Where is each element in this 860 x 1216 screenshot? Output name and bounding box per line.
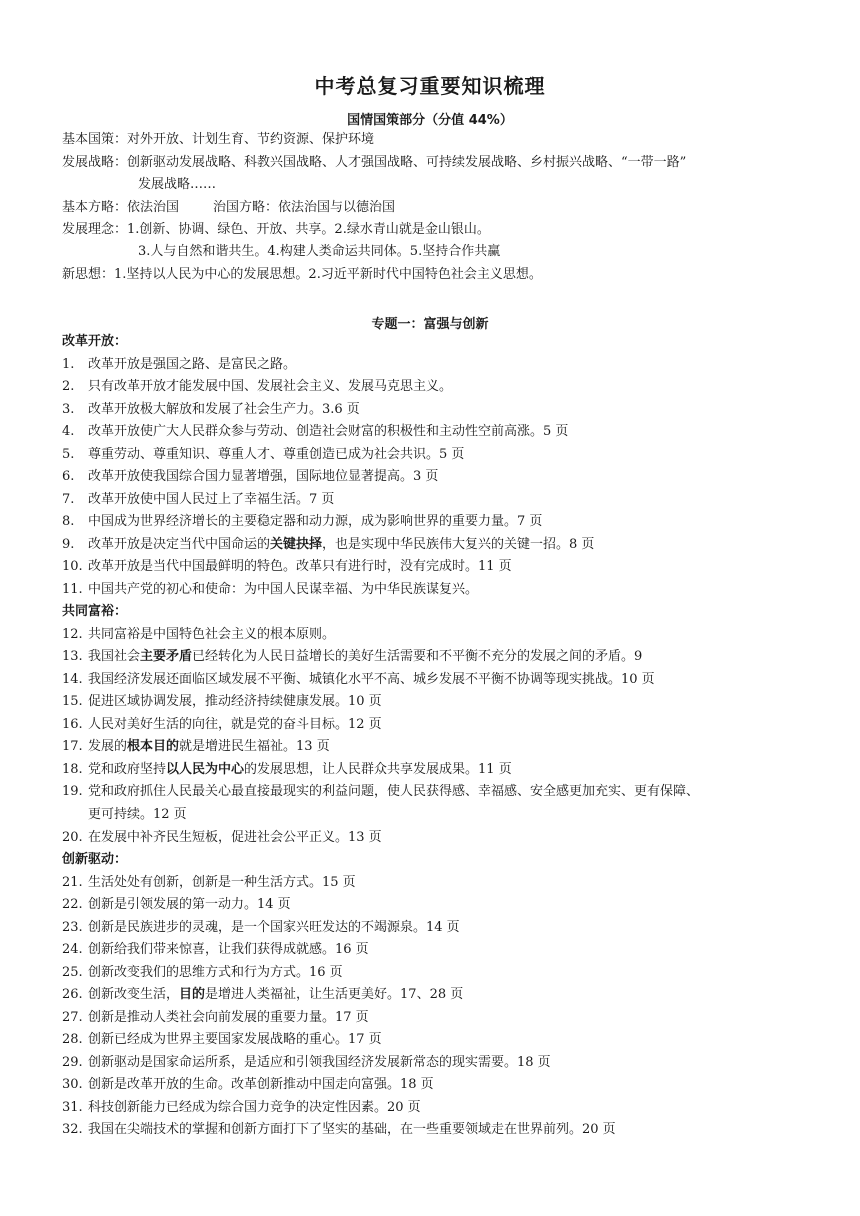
item-number: 5. (62, 447, 75, 462)
item-number: 4. (62, 424, 75, 439)
list-item (62, 446, 798, 464)
item-text-tail: 的发展思想，让人民群众共享发展成果。11 页 (244, 762, 512, 777)
list-item (62, 829, 798, 847)
item-number: 2. (62, 379, 75, 394)
policy-line (62, 131, 374, 149)
item-number: 28. (62, 1032, 83, 1047)
section-title: 专题一：富强与创新 (371, 317, 489, 332)
item-text: 中国共产党的初心和使命：为中国人民谋幸福、为中华民族谋复兴。 (88, 582, 479, 597)
item-text: 创新改变我们的思维方式和行为方式。16 页 (88, 965, 343, 980)
item-text: 改革开放是当代中国最鲜明的特色。改革只有进行时，没有完成时。11 页 (88, 559, 512, 574)
item-number: 11. (62, 582, 83, 597)
policy-text: 1.创新、协调、绿色、开放、共享。2.绿水青山就是金山银山。 (127, 222, 490, 237)
item-number: 27. (62, 1010, 83, 1025)
item-text: 党和政府坚持 (88, 762, 167, 777)
list-item (62, 896, 798, 914)
item-number: 21. (62, 875, 83, 890)
item-text: 我国社会 (88, 649, 141, 664)
item-text: 发展的 (88, 739, 128, 754)
policy-label: 基本国策： (62, 132, 128, 147)
item-number: 14. (62, 672, 83, 687)
list-item (62, 716, 798, 734)
policy-continuation: 发展战略…… (138, 177, 217, 192)
policy-label: 基本方略： (62, 200, 128, 215)
list-item (62, 401, 798, 419)
list-item (62, 693, 798, 711)
item-number: 7. (62, 492, 75, 507)
group-heading: 共同富裕： (62, 604, 128, 619)
item-number: 9. (62, 537, 75, 552)
item-emphasis: 主要矛盾 (140, 649, 193, 664)
list-item (62, 356, 798, 374)
item-text: 创新是推动人类社会向前发展的重要力量。17 页 (88, 1010, 369, 1025)
list-item (62, 1031, 798, 1049)
item-number: 16. (62, 717, 83, 732)
item-number: 26. (62, 987, 83, 1002)
item-text: 人民对美好生活的向往，就是党的奋斗目标。12 页 (88, 717, 382, 732)
item-text: 创新驱动是国家命运所系，是适应和引领我国经济发展新常态的现实需要。18 页 (88, 1055, 551, 1070)
policy-text: 对外开放、计划生育、节约资源、保护环境 (127, 132, 375, 147)
item-text: 创新给我们带来惊喜，让我们获得成就感。16 页 (88, 942, 369, 957)
item-number: 20. (62, 830, 83, 845)
item-text: 改革开放是决定当代中国命运的 (88, 537, 271, 552)
item-text: 中国成为世界经济增长的主要稳定器和动力源，成为影响世界的重要力量。7 页 (88, 514, 543, 529)
list-item (62, 491, 798, 509)
item-number: 1. (62, 357, 75, 372)
item-number: 25. (62, 965, 83, 980)
list-item (62, 1009, 798, 1027)
item-text-tail: 是增进人类福祉，让生活更美好。17、28 页 (205, 987, 464, 1002)
list-item (62, 1076, 798, 1094)
list-item (62, 423, 798, 441)
item-text: 党和政府抓住人民最关心最直接最现实的利益问题，使人民获得感、幸福感、安全感更加充实、更有保障、 (88, 784, 700, 799)
item-number: 19. (62, 784, 83, 799)
item-number: 6. (62, 469, 75, 484)
item-text-tail: 就是增进民生福祉。13 页 (179, 739, 330, 754)
list-item (62, 626, 798, 644)
item-text: 只有改革开放才能发展中国、发展社会主义、发展马克思主义。 (88, 379, 453, 394)
policy-line (62, 221, 490, 239)
item-text: 创新是改革开放的生命。改革创新推动中国走向富强。18 页 (88, 1077, 434, 1092)
item-number: 31. (62, 1100, 83, 1115)
list-item (62, 986, 798, 1004)
policy-label: 治国方略： (213, 200, 279, 215)
list-item (62, 378, 798, 396)
policy-line (62, 199, 395, 217)
item-text: 改革开放使我国综合国力显著增强，国际地位显著提高。3 页 (88, 469, 439, 484)
group-heading: 创新驱动： (62, 852, 128, 867)
item-text-tail: ，也是实现中华民族伟大复兴的关键一招。8 页 (322, 537, 595, 552)
item-text: 改革开放是强国之路、是富民之路。 (88, 357, 297, 372)
policy-text: 依法治国与以德治国 (278, 200, 396, 215)
item-number: 10. (62, 559, 83, 574)
list-item (62, 558, 798, 576)
list-item (62, 468, 798, 486)
item-number: 32. (62, 1122, 83, 1137)
item-text: 我国经济发展还面临区域发展不平衡、城镇化水平不高、城乡发展不平衡不协调等现实挑战。10 页 (88, 672, 655, 687)
item-text: 在发展中补齐民生短板，促进社会公平正义。13 页 (88, 830, 382, 845)
policy-continuation: 3.人与自然和谐共生。4.构建人类命运共同体。5.坚持合作共赢 (138, 244, 501, 259)
list-item (62, 581, 798, 599)
item-number: 3. (62, 402, 75, 417)
item-text-tail: 已经转化为人民日益增长的美好生活需要和不平衡不充分的发展之间的矛盾。9 (192, 649, 643, 664)
item-emphasis: 以人民为中心 (166, 762, 245, 777)
item-number: 17. (62, 739, 83, 754)
policy-text: 创新驱动发展战略、科教兴国战略、人才强国战略、可持续发展战略、乡村振兴战略、“一带一路” (127, 155, 687, 170)
item-text: 尊重劳动、尊重知识、尊重人才、尊重创造已成为社会共识。5 页 (88, 447, 465, 462)
policy-label: 新思想： (62, 267, 115, 282)
policy-label: 发展战略： (62, 155, 128, 170)
item-emphasis: 根本目的 (127, 739, 180, 754)
item-text: 改革开放使广大人民群众参与劳动、创造社会财富的积极性和主动性空前高涨。5 页 (88, 424, 569, 439)
policy-label: 发展理念： (62, 222, 128, 237)
item-emphasis: 目的 (179, 987, 206, 1002)
item-text: 改革开放使中国人民过上了幸福生活。7 页 (88, 492, 335, 507)
item-text: 科技创新能力已经成为综合国力竞争的决定性因素。20 页 (88, 1100, 421, 1115)
item-number: 13. (62, 649, 83, 664)
list-item (62, 536, 798, 554)
group-heading: 改革开放： (62, 334, 128, 349)
list-item (62, 738, 798, 756)
item-number: 24. (62, 942, 83, 957)
list-item (62, 1121, 798, 1139)
list-item (62, 874, 798, 892)
item-number: 29. (62, 1055, 83, 1070)
list-item (62, 964, 798, 982)
item-text: 创新是引领发展的第一动力。14 页 (88, 897, 291, 912)
item-text: 创新改变生活， (88, 987, 180, 1002)
item-text: 我国在尖端技术的掌握和创新方面打下了坚实的基础，在一些重要领域走在世界前列。20 页 (88, 1122, 616, 1137)
item-number: 23. (62, 920, 83, 935)
list-item (62, 1054, 798, 1072)
page-title: 中考总复习重要知识梳理 (314, 74, 546, 98)
list-item (62, 919, 798, 937)
list-item (62, 648, 798, 666)
item-text: 创新已经成为世界主要国家发展战略的重心。17 页 (88, 1032, 382, 1047)
list-item (62, 941, 798, 959)
item-number: 30. (62, 1077, 83, 1092)
item-number: 12. (62, 627, 83, 642)
list-item (62, 783, 798, 801)
list-item (62, 1099, 798, 1117)
item-number: 22. (62, 897, 83, 912)
item-number: 18. (62, 762, 83, 777)
policy-line (62, 266, 542, 284)
item-text: 促进区域协调发展，推动经济持续健康发展。10 页 (88, 694, 382, 709)
list-item (62, 513, 798, 531)
item-text: 改革开放极大解放和发展了社会生产力。3.6 页 (88, 402, 360, 417)
policy-line (62, 154, 686, 172)
item-continuation: 更可持续。12 页 (88, 807, 187, 822)
item-text: 共同富裕是中国特色社会主义的根本原则。 (88, 627, 336, 642)
policy-text: 依法治国 (127, 200, 180, 215)
list-item (62, 671, 798, 689)
list-item (62, 761, 798, 779)
page-subtitle: 国情国策部分（分值 44%） (347, 113, 513, 128)
item-text: 生活处处有创新，创新是一种生活方式。15 页 (88, 875, 356, 890)
item-text: 创新是民族进步的灵魂，是一个国家兴旺发达的不竭源泉。14 页 (88, 920, 460, 935)
item-number: 15. (62, 694, 83, 709)
item-number: 8. (62, 514, 75, 529)
item-emphasis: 关键抉择 (270, 537, 323, 552)
policy-text: 1.坚持以人民为中心的发展思想。2.习近平新时代中国特色社会主义思想。 (114, 267, 542, 282)
